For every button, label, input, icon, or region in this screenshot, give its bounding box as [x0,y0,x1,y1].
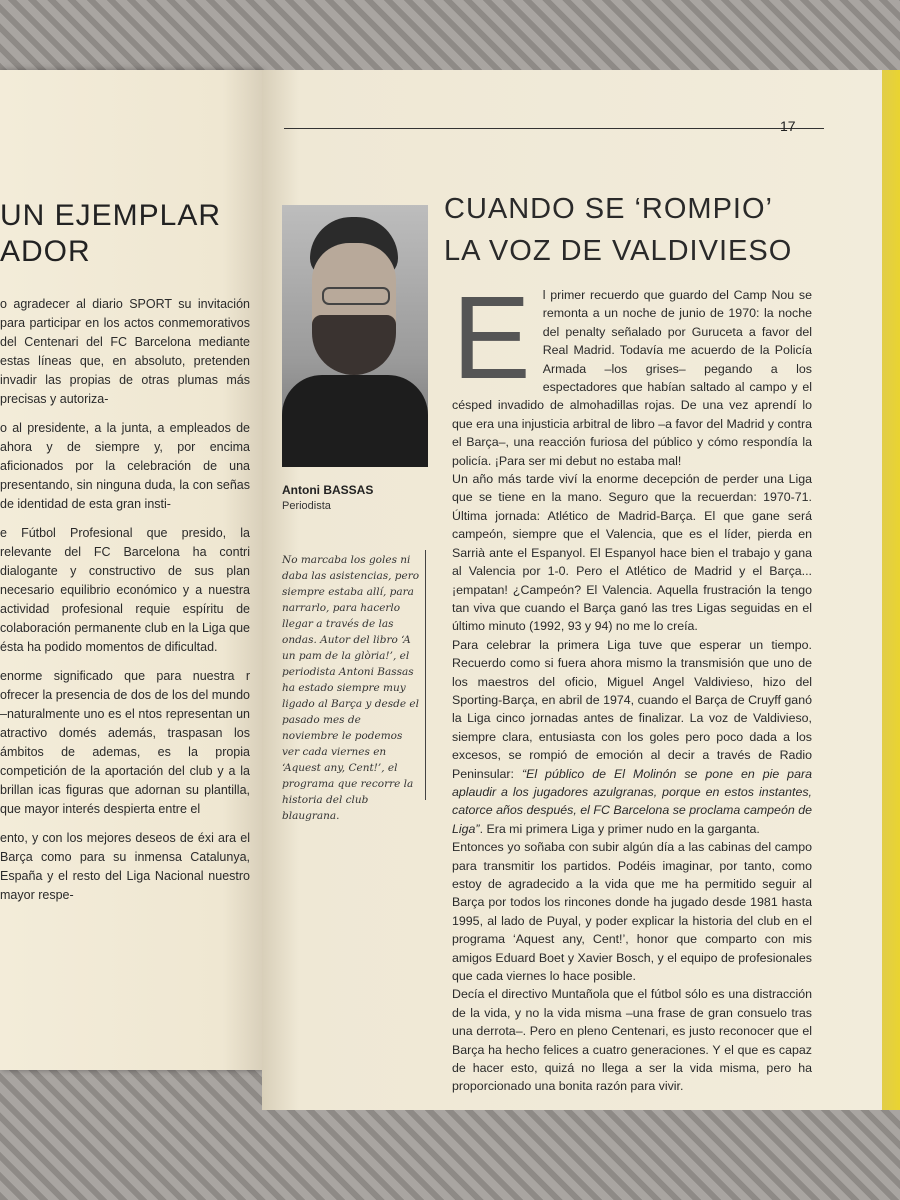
author-role: Periodista [282,500,331,512]
author-photo [282,205,428,467]
right-page [262,70,882,1110]
author-bio: No marcaba los goles ni daba las asistencias, pero siempre estaba allí, para narrarlo, para hacerlo llegar a través de las ondas. Autor del libro ‘A un pam de la glòria!’, el periodista Antoni Bassas ha estado siempre muy ligado al Barça y desde el pasado mes de noviembre le podemos ver cada viernes en ‘Aquest any, Cent!’, el programa que recorre la historia del club blaugrana. [282,554,420,822]
left-page [0,70,262,1070]
left-paragraph: e Fútbol Profesional que presido, la relevante del FC Barcelona ha contri dialogante y constructivo de sus plan necesario equilibrio económico y a nuestra actividad profesional requie espíritu de colaboración permanente club en la Liga que ésta ha podido momentos de dificultad. [0,526,250,654]
page-number: 17 [780,118,796,134]
article-body [452,272,812,1096]
left-paragraph: o agradecer al diario SPORT su invitación para participar en los actos conmemorativos del Centenari del FC Barcelona mediante estas líneas que, en absoluto, pretenden invadir las propias de otras plumas más precisas y autoriza- [0,297,250,406]
left-paragraph: enorme significado que para nuestra r ofrecer la presencia de dos de los del mundo –naturalmente uno es el ntos representan un atractivo domés además, traspasan los ámbitos de ademas, es la propia competición de la aportación del club y a la brillan icas figuras que adornan su plantilla, que mayor interés despierta entre el [0,669,250,816]
left-page-title: UN EJEMPLAR ADOR [0,199,222,268]
drop-cap: E [452,272,531,404]
article-paragraph: Para celebrar la primera Liga tuve que esperar un tiempo. Recuerdo como si fuera ahora mismo la transmisión que uno de los maestros del oficio, Miguel Angel Valdivieso, hizo del Sporting-Barça, en abril de 1974, cuando el Barça de Cruyff ganó la Liga cinco jornadas antes de finalizar. La voz de Valdivieso, siempre clara, entusiasta con los goles pero poco dada a los excesos, se rompió de emoción al decir a través de Radio Peninsular: “El público de El Molinón se pone en pie para aplaudir a los jugadores azulgranas, porque en estos instantes, catorce años después, el FC Barcelona se proclama campeón de Liga”. Era mi primera Liga y primer nudo en la garganta. [452,637,812,836]
left-paragraph: o al presidente, a la junta, a empleados de ahora y de siempre y, por encima aficionados por la celebración de una presentando, sin ninguna duda, la con señas de identidad de esta gran insti- [0,421,250,511]
title-line-2: LA VOZ DE VALDIVIESO [444,235,793,267]
article-title [444,188,864,272]
article-paragraph: Un año más tarde viví la enorme decepción de perder una Liga que se tiene en la mano. Seguro que la recuerdan: 1970-71. Última jornada: Atlético de Madrid-Barça. El que gane será campeón, siempre que el Valencia, que es el líder, pierda en Sarrià ante el Espanyol. El Espanyol hace bien el trabajo y gana al Valencia por 1-0. Pero el Atlético de Madrid y el Barça... ¡empatan! ¿Campeón? El Valencia. Aquella frustración la tengo tan viva que cuando el Barça ganó las tres Ligas seguidas en el último minuto (1992, 93 y 94) no me lo creía. [452,472,812,634]
radio-quote: “El público de El Molinón se pone en pie para aplaudir a los jugadores azulgranas, porque en estos instantes, catorce años después, el FC Barcelona se proclama campeón de Liga” [452,766,812,836]
left-paragraph: ento, y con los mejores deseos de éxi ara el Barça como para su inmensa Catalunya, España y el resto del Liga Nacional nuestro mayor respe- [0,831,250,902]
author-name: Antoni BASSAS [282,483,374,497]
header-rule [284,128,824,129]
article-paragraph: l primer recuerdo que guardo del Camp Nou se remonta a un noche de junio de 1970: la noche del penalty señalado por Guruceta a favor del Real Madrid. Todavía me acuerdo de la Policía Armada –los grises– pegando a los espectadores que habían saltado al campo y el césped invadido de almohadillas rojas. De una vez aprendí lo que era una injusticia arbitral de libro –a favor del Madrid y contra el Barça–, una reacción furiosa del público y cómo respondía la policía. ¡Para ser mi debut no estaba mal! [452,288,812,468]
article-paragraph: Decía el directivo Muntañola que el fútbol sólo es una distracción de la vida, y no la vida misma –una frase de gran consuelo tras una derrota–. Pero en pleno Centenari, es justo reconocer que el Barça ha hecho felices a cuatro generaciones. Y el que es capaz de hacer esto, quizá no llega a ser la vida misma, pero ha proporcionado una bonita razón para vivir. [452,987,812,1094]
title-line-1: CUANDO SE ‘ROMPIO’ [444,193,773,225]
article-paragraph: Entonces yo soñaba con subir algún día a las cabinas del campo para transmitir los partidos. Podéis imaginar, por tanto, como estoy de agradecido a la vida que me ha permitido seguir al Barça por todos los rincones donde ha jugado desde 1981 hasta 1995, al lado de Puyal, y poder explicar la historia del club en el programa ‘Aquest any, Cent!’, honor que comparto con mis amigos Eduard Boet y Xavier Bosch, y el equipo de profesionales que cada viernes lo hace posible. [452,840,812,984]
left-page-text [0,295,250,915]
column-divider [425,550,426,800]
